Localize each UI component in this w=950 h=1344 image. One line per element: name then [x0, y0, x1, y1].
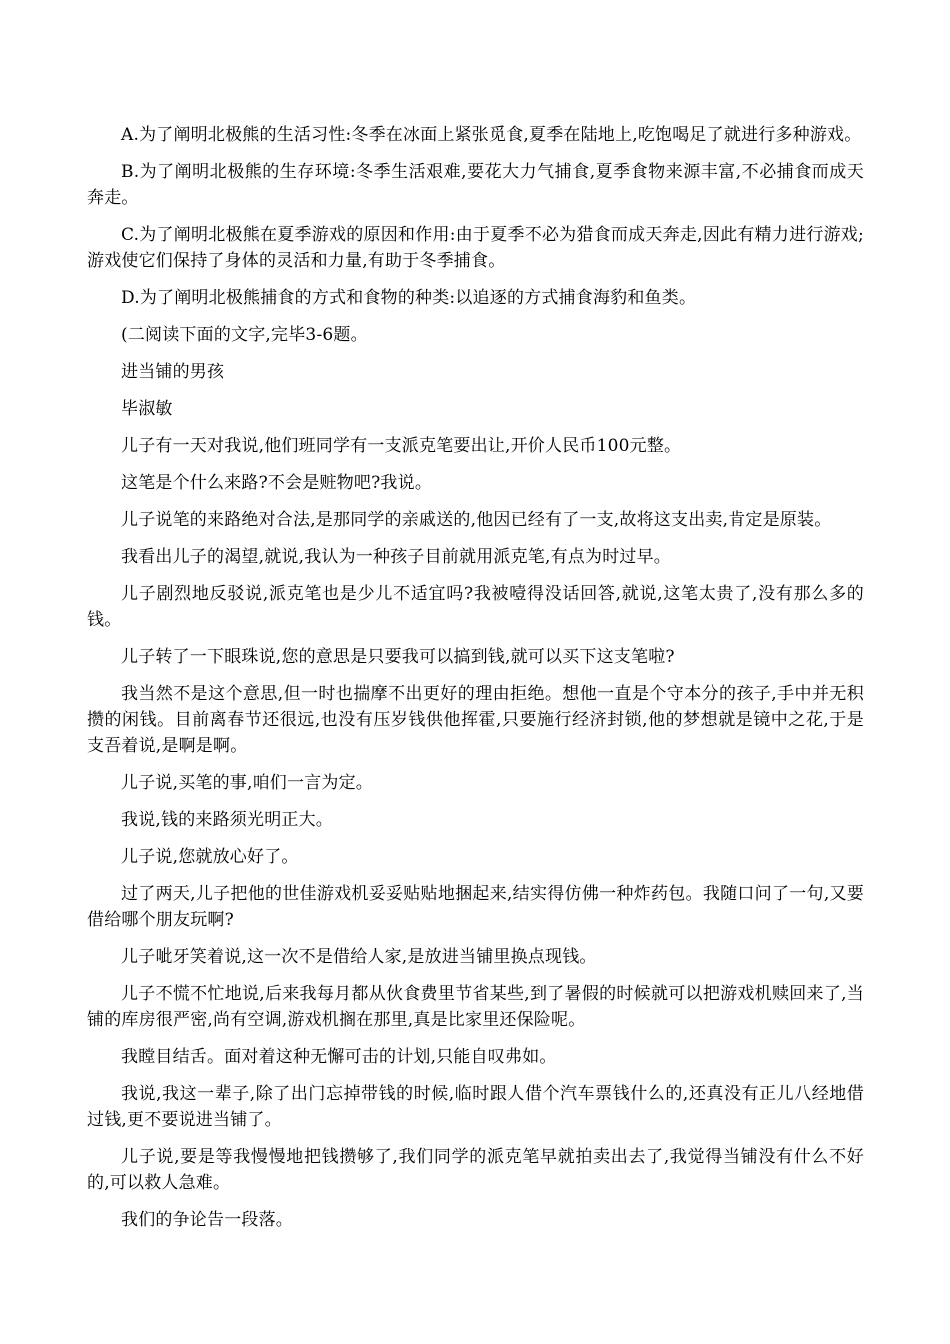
body-paragraph: 儿子转了一下眼珠说,您的意思是只要我可以搞到钱,就可以买下这支笔啦?: [121, 647, 675, 667]
body-paragraph: 儿子说,买笔的事,咱们一言为定。: [121, 773, 374, 793]
body-paragraph: 儿子剧烈地反驳说,派克笔也是少儿不适宜吗?我被噎得没话回答,就说,这笔太贵了,没有那么多的钱。: [87, 584, 864, 630]
option-d-paragraph: D.为了阐明北极熊捕食的方式和食物的种类:以追逐的方式捕食海豹和鱼类。: [121, 288, 697, 308]
body-paragraph: 儿子说笔的来路绝对合法,是那同学的亲戚送的,他因已经有了一支,故将这支出卖,肯定是原装。: [121, 510, 832, 530]
option-a-paragraph: A.为了阐明北极熊的生活习性:冬季在冰面上紧张觅食,夏季在陆地上,吃饱喝足了就进行多种游戏。: [121, 125, 862, 145]
body-paragraph: 儿子不慌不忙地说,后来我每月都从伙食费里节省某些,到了暑假的时候就可以把游戏机赎回来了,当铺的库房很严密,尚有空调,游戏机搁在那里,真是比家里还保险呢。: [87, 984, 864, 1030]
body-paragraph: 这笔是个什么来路?不会是赃物吧?我说。: [121, 473, 433, 493]
option-c-paragraph: C.为了阐明北极熊在夏季游戏的原因和作用:由于夏季不必为猎食而成天奔走,因此有精力进行游戏;游戏使它们保持了身体的灵活和力量,有助于冬季捕食。: [87, 225, 864, 271]
article-title: 进当铺的男孩: [121, 362, 225, 382]
body-paragraph: 我看出儿子的渴望,就说,我认为一种孩子目前就用派克笔,有点为时过早。: [121, 547, 672, 567]
option-b-paragraph: B.为了阐明北极熊的生存环境:冬季生活艰难,要花大力气捕食,夏季食物来源丰富,不必捕食而成天奔走。: [87, 162, 864, 208]
body-paragraph: 儿子呲牙笑着说,这一次不是借给人家,是放进当铺里换点现钱。: [121, 947, 597, 967]
body-paragraph: 儿子有一天对我说,他们班同学有一支派克笔要出让,开价人民币100元整。: [121, 436, 682, 456]
body-paragraph: 我说,我这一辈子,除了出门忘掉带钱的时候,临时跟人借个汽车票钱什么的,还真没有正儿八经地借过钱,更不要说进当铺了。: [87, 1084, 864, 1130]
body-paragraph: 我说,钱的来路须光明正大。: [121, 810, 334, 830]
body-paragraph: 我们的争论告一段落。: [121, 1210, 293, 1230]
section-instruction: (二阅读下面的文字,完毕3-6题。: [121, 325, 368, 345]
article-author: 毕淑敏: [121, 399, 173, 419]
body-paragraph: 我当然不是这个意思,但一时也揣摩不出更好的理由拒绝。想他一直是个守本分的孩子,手中并无积攒的闲钱。目前离春节还很远,也没有压岁钱供他挥霍,只要施行经济封锁,他的梦想就是镜中之花,于是支吾着说,是啊是啊。: [87, 684, 864, 756]
body-paragraph: 儿子说,要是等我慢慢地把钱攒够了,我们同学的派克笔早就拍卖出去了,我觉得当铺没有什么不好的,可以救人急难。: [87, 1147, 864, 1193]
body-paragraph: 我瞠目结舌。面对着这种无懈可击的计划,只能自叹弗如。: [121, 1047, 557, 1067]
body-paragraph: 过了两天,儿子把他的世佳游戏机妥妥贴贴地捆起来,结实得仿佛一种炸药包。我随口问了一句,又要借给哪个朋友玩啊?: [87, 884, 864, 930]
body-paragraph: 儿子说,您就放心好了。: [121, 847, 299, 867]
